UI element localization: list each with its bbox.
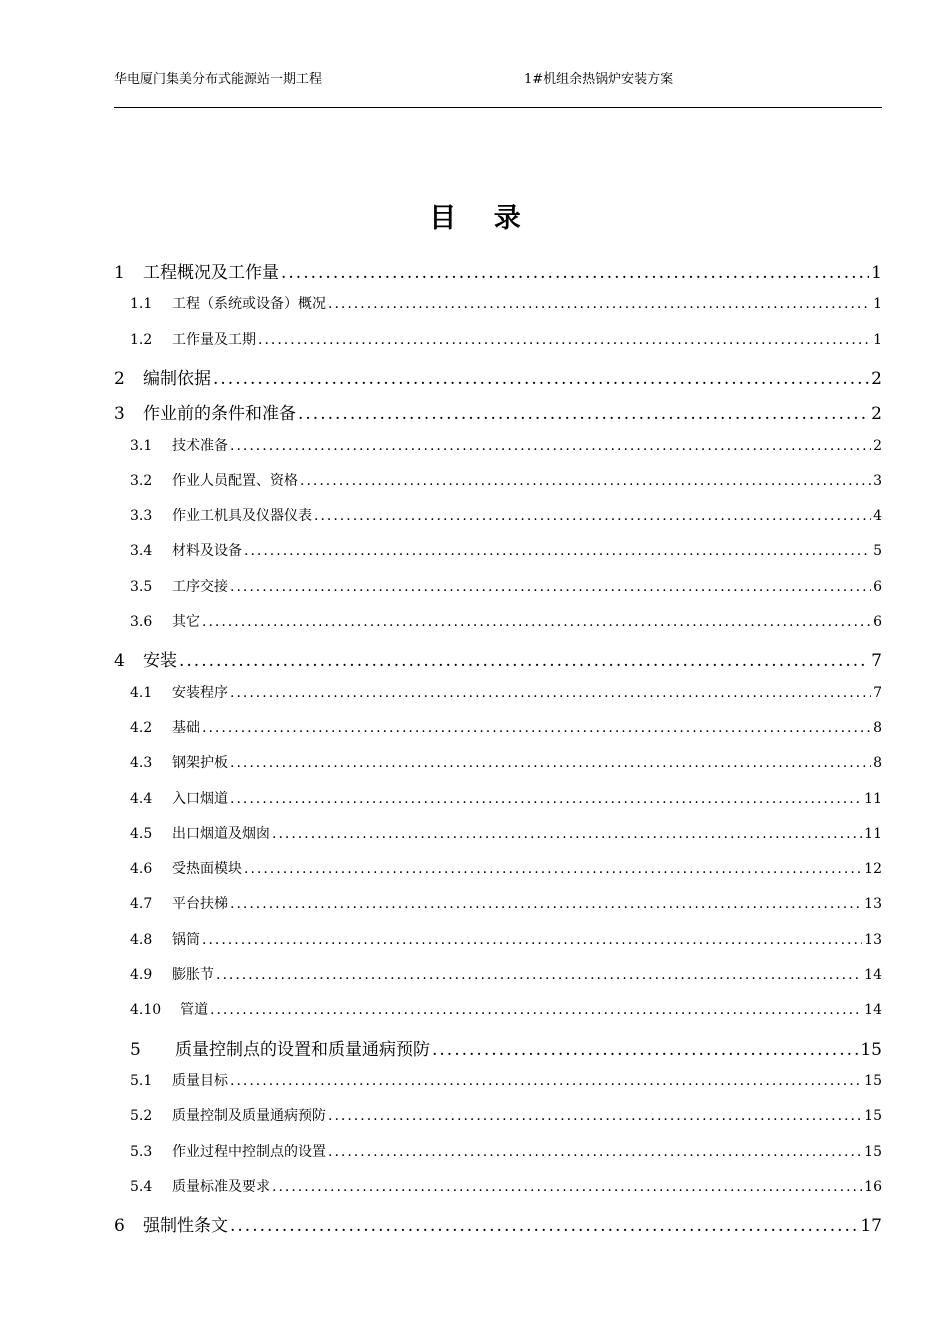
toc-dot-leader [281,263,869,283]
toc-entry-number: 5.1 [130,1072,153,1089]
toc-dot-leader [328,296,871,312]
toc-entry-number: 4.4 [130,790,153,807]
toc-entry-number: 4.5 [130,825,153,842]
toc-dot-leader [202,720,871,736]
toc-entry-page: 5 [873,543,882,560]
toc-entry-page: 1 [873,296,882,313]
toc-entry[interactable] [114,999,882,1019]
toc-entry-title: 基础 [172,719,200,736]
toc-entry-number: 4 [114,651,125,672]
toc-entry[interactable] [114,1105,882,1125]
toc-dot-leader [272,826,862,842]
toc-dot-leader [230,1073,862,1089]
toc-entry-number: 6 [114,1216,125,1237]
toc-dot-leader [202,932,862,948]
toc-dot-leader [230,438,871,454]
toc-entry-title: 强制性条文 [143,1216,228,1237]
toc-entry-number: 4.9 [130,967,153,983]
toc-entry[interactable] [114,788,882,808]
toc-entry-number: 4.8 [130,931,153,948]
toc-entry-page: 7 [871,651,882,672]
toc-entry-number: 1.2 [130,331,153,348]
toc-entry-title: 其它 [172,614,200,630]
toc-entry-page: 2 [871,404,882,425]
toc-entry-page: 1 [873,331,882,348]
toc-entry[interactable] [114,1176,882,1196]
toc-dot-leader [210,1002,862,1018]
toc-entry-number: 1.1 [130,296,153,313]
toc-entry[interactable] [114,929,882,949]
toc-entry-title: 膨胀节 [172,967,214,983]
toc-entry[interactable] [114,576,882,596]
toc-entry-number: 2 [114,368,125,389]
toc-entry-number: 3.5 [130,578,153,595]
toc-dot-leader [213,369,869,389]
toc-entry-title: 技术准备 [172,437,228,454]
toc-entry-title: 质量目标 [172,1072,228,1089]
toc-entry-page: 6 [873,578,882,595]
toc-entry-title: 平台扶梯 [172,896,228,913]
toc-entry-number: 3.4 [130,543,153,560]
header-document-title: 1#机组余热锅炉安装方案 [524,72,674,87]
toc-entry-title: 质量标准及要求 [172,1178,270,1195]
header-divider [114,107,882,108]
toc-dot-leader [298,404,869,424]
toc-entry[interactable] [114,646,882,671]
toc-entry[interactable] [114,858,882,878]
toc-entry-page: 14 [864,967,882,983]
toc-entry-page: 16 [864,1178,882,1195]
toc-entry[interactable] [114,717,882,737]
toc-entry-title: 工程概况及工作量 [143,263,279,283]
toc-entry[interactable] [114,1141,882,1161]
toc-entry-number: 4.10 [130,1002,162,1019]
toc-entry-title: 作业前的条件和准备 [143,404,296,425]
toc-entry-page: 15 [864,1072,882,1089]
toc-title: 目 录 [429,203,535,234]
toc-dot-leader [244,543,871,559]
header-project-name: 华电厦门集美分布式能源站一期工程 [114,72,323,87]
toc-entry[interactable] [114,505,882,525]
toc-entry-page: 15 [864,1108,882,1125]
toc-entry-page: 8 [873,755,882,772]
toc-entry[interactable] [114,964,882,984]
toc-entry-title: 安装程序 [172,684,228,701]
toc-entry[interactable] [114,611,882,631]
toc-entry-title: 钢架护板 [172,755,228,772]
toc-dot-leader [328,1108,862,1124]
toc-entry-title: 质量控制及质量通病预防 [172,1108,326,1125]
toc-entry-number: 5.4 [130,1178,153,1195]
toc-dot-leader [179,651,869,671]
toc-entry-number: 5.2 [130,1108,153,1125]
toc-entry-number: 3.6 [130,614,153,630]
toc-entry[interactable] [114,1035,882,1060]
toc-entry-number: 3.3 [130,508,153,525]
toc-dot-leader [202,614,871,630]
toc-dot-leader [244,861,862,877]
toc-dot-leader [230,685,871,701]
toc-entry[interactable] [114,293,882,313]
toc-entry-page: 12 [864,861,882,878]
toc-entry-page: 4 [873,508,882,525]
toc-dot-leader [272,1179,862,1195]
toc-dot-leader [230,791,862,807]
toc-dot-leader [432,1040,858,1060]
toc-entry-number: 4.6 [130,861,153,878]
toc-entry-title: 受热面模块 [172,861,242,878]
toc-dot-leader [216,967,862,983]
toc-entry-number: 5 [130,1039,141,1060]
toc-entry-title: 质量控制点的设置和质量通病预防 [175,1039,430,1060]
toc-entry-page: 17 [860,1216,882,1237]
toc-entry-title: 管道 [180,1002,208,1019]
toc-entry-title: 出口烟道及烟囱 [172,825,270,842]
toc-entry-number: 4.3 [130,755,153,772]
toc-entry-page: 11 [864,790,882,807]
toc-entry-title: 材料及设备 [172,543,242,560]
toc-dot-leader [230,896,862,912]
toc-dot-leader [230,579,871,595]
toc-entry[interactable] [114,752,882,772]
toc-entry-number: 3.2 [130,472,153,489]
toc-entry-page: 13 [864,896,882,913]
toc-entry-page: 3 [873,472,882,489]
toc-entry-number: 5.3 [130,1143,153,1160]
toc-entry[interactable] [114,540,882,560]
toc-dot-leader [258,332,871,348]
toc-entry-page: 8 [873,719,882,736]
toc-entry[interactable] [114,435,882,455]
toc-entry-title: 入口烟道 [172,790,228,807]
toc-entry[interactable] [114,329,882,349]
toc-dot-leader [300,473,871,489]
toc-entry-page: 1 [871,263,882,283]
toc-entry-number: 3 [114,404,125,425]
page-header [114,68,882,92]
toc-entry-number: 1 [114,263,125,283]
toc-entry[interactable] [114,1211,882,1236]
toc-entry-page: 2 [871,368,882,389]
toc-entry[interactable] [114,823,882,843]
toc-dot-leader [314,508,871,524]
toc-entry-number: 4.2 [130,719,153,736]
toc-entry[interactable] [114,470,882,490]
toc-entry-number: 4.1 [130,684,153,701]
toc-entry-number: 3.1 [130,437,153,454]
toc-entry-title: 安装 [143,651,177,672]
toc-entry[interactable] [114,399,882,424]
toc-entry-title: 作业人员配置、资格 [172,472,298,489]
toc-entry-title: 工作量及工期 [172,331,256,348]
toc-dot-leader [230,755,871,771]
toc-entry[interactable] [114,258,882,283]
toc-entry-title: 编制依据 [143,368,211,389]
toc-entry-page: 2 [873,437,882,454]
toc-entry-title: 作业工机具及仪器仪表 [172,508,312,525]
toc-entry[interactable] [114,893,882,913]
toc-entry-title: 工程（系统或设备）概况 [172,296,326,313]
toc-entry-page: 6 [873,614,882,630]
toc-entry-title: 作业过程中控制点的设置 [172,1143,326,1160]
toc-entry-page: 11 [864,825,882,842]
toc-entry-page: 15 [864,1143,882,1160]
toc-entry-number: 4.7 [130,896,153,913]
toc-entry-page: 15 [860,1039,882,1060]
toc-entry[interactable] [114,682,882,702]
toc-entry[interactable] [114,1070,882,1090]
toc-entry-page: 7 [873,684,882,701]
toc-entry-page: 14 [864,1002,882,1019]
toc-entry-title: 工序交接 [172,578,228,595]
toc-entry-title: 锅筒 [172,931,200,948]
toc-dot-leader [328,1144,862,1160]
toc-dot-leader [230,1216,858,1236]
toc-entry[interactable] [114,364,882,389]
toc-entry-page: 13 [864,931,882,948]
